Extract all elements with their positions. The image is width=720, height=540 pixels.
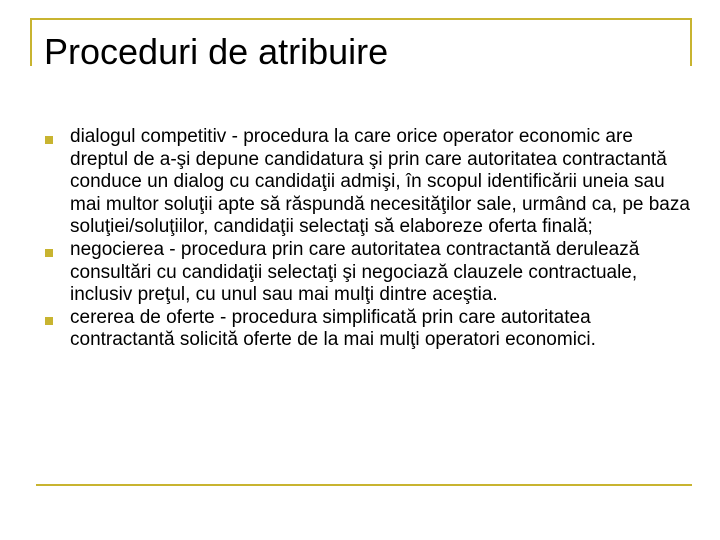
- bullet-item-negocierea: [44, 239, 694, 307]
- title-frame-left-line: [30, 18, 32, 66]
- bullet-text: dialogul competitiv - procedura la care orice operator economic are dreptul de a-şi depune candidatura şi prin care autoritatea contractantă conduce un dialog cu candidaţii admişi, în scopul identificării uneia sau mai multor soluţii apte să răspundă necesităţilor sale, urmând ca, pe baza soluţiei/soluţiilor, candidaţii selectaţi să elaboreze oferta finală;: [70, 126, 690, 238]
- title-frame-right-line: [690, 18, 692, 66]
- bullet-item-dialog-competitiv: [44, 126, 694, 239]
- bullet-text: negocierea - procedura prin care autoritatea contractantă derulează consultări cu candidaţii selectaţi şi negociază clauzele contractuale, inclusiv preţul, cu unul sau mai mulţi dintre aceştia.: [70, 238, 640, 306]
- bottom-divider-line: [36, 484, 692, 486]
- square-bullet-icon: [45, 317, 53, 325]
- slide-title: Proceduri de atribuire: [44, 31, 389, 72]
- title-frame-top-line: [30, 18, 692, 20]
- square-bullet-icon: [45, 136, 53, 144]
- bullet-text: cererea de oferte - procedura simplificată prin care autoritatea contractantă solicită oferte de la mai mulţi operatori economici.: [70, 306, 596, 351]
- square-bullet-icon: [45, 249, 53, 257]
- bullet-list: [44, 126, 694, 352]
- bullet-item-cererea-de-oferte: [44, 307, 694, 352]
